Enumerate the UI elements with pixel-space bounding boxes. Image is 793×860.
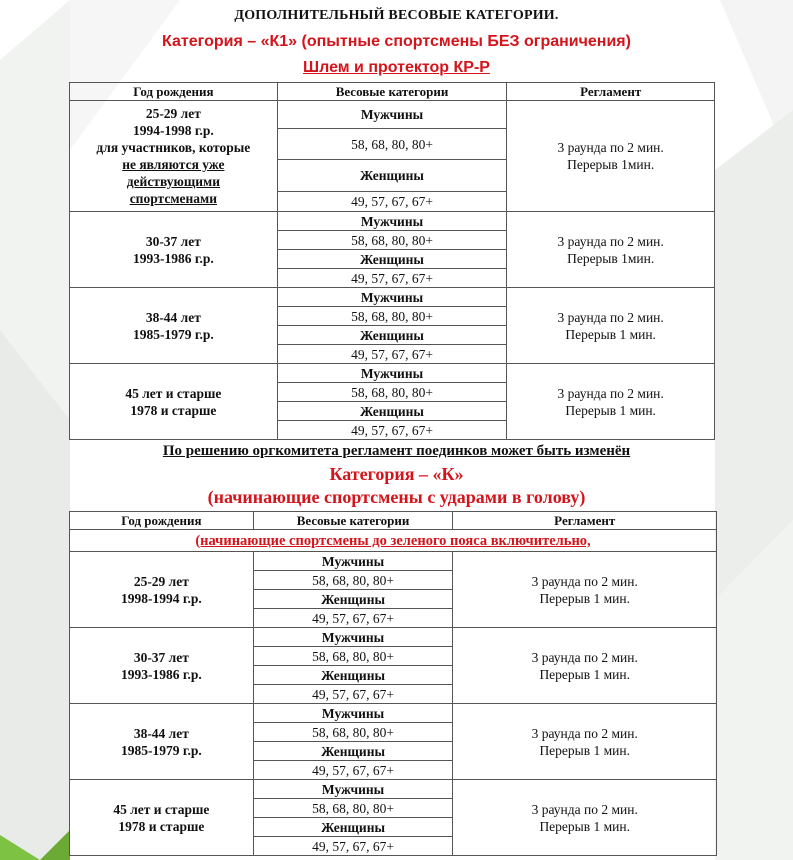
women-weights: 49, 57, 67, 67+ (277, 345, 507, 364)
birth-years: 1994-1998 г.р. (132, 123, 214, 138)
beginner-note: (начинающие спортсмены до зеленого пояса включительно, (195, 532, 591, 549)
men-label: Мужчины (253, 780, 453, 799)
column-header-birth-year: Год рождения (70, 83, 278, 101)
k-category-heading: Категория – «К» (329, 464, 464, 484)
k1-table (69, 82, 715, 440)
column-header-rules: Регламент (507, 83, 715, 101)
break-text: Перерыв 1мин. (567, 157, 655, 172)
break-text: Перерыв 1 мин. (539, 666, 630, 682)
rules-cell (453, 704, 717, 780)
women-weights: 49, 57, 67, 67+ (253, 761, 453, 780)
women-label: Женщины (277, 326, 507, 345)
participants-note: для участников, которые (96, 140, 251, 155)
rules-cell (453, 780, 717, 856)
k1-equipment-heading: Шлем и протектор КР-Р (303, 59, 490, 76)
men-label: Мужчины (253, 552, 453, 571)
rounds-text: 3 раунда по 2 мин. (531, 649, 638, 665)
men-weights: 58, 68, 80, 80+ (253, 571, 453, 590)
women-label: Женщины (253, 590, 453, 609)
k-category-subheading: (начинающие спортсмены с ударами в голову) (207, 487, 586, 507)
break-text: Перерыв 1 мин. (539, 818, 630, 834)
rules-cell (507, 212, 715, 288)
organizers-note: По решению оргкомитета регламент поединков может быть изменён (162, 443, 631, 459)
men-weights: 58, 68, 80, 80+ (253, 723, 453, 742)
table-row-age-cell (70, 212, 278, 288)
men-label: Мужчины (253, 628, 453, 647)
column-header-weight-categories: Весовые категории (253, 512, 453, 530)
break-text: Перерыв 1 мин. (539, 742, 630, 758)
age-range: 45 лет и старше (113, 801, 210, 817)
birth-years: 1978 и старше (118, 818, 205, 834)
age-range: 25-29 лет (145, 106, 201, 121)
men-weights: 58, 68, 80, 80+ (277, 129, 507, 160)
men-weights: 58, 68, 80, 80+ (253, 647, 453, 666)
break-text: Перерыв 1 мин. (565, 402, 656, 418)
men-weights: 58, 68, 80, 80+ (253, 799, 453, 818)
birth-years: 1985-1979 г.р. (132, 326, 214, 342)
age-range: 30-37 лет (145, 233, 201, 249)
birth-years: 1993-1986 г.р. (132, 250, 214, 266)
table-row-age-cell (70, 288, 278, 364)
rounds-text: 3 раунда по 2 мин. (531, 573, 638, 589)
women-weights: 49, 57, 67, 67+ (253, 609, 453, 628)
beginner-note-row (70, 530, 717, 552)
women-weights: 49, 57, 67, 67+ (277, 421, 507, 440)
women-label: Женщины (253, 742, 453, 761)
birth-years: 1993-1986 г.р. (120, 666, 202, 682)
women-label: Женщины (277, 250, 507, 269)
men-label: Мужчины (253, 704, 453, 723)
rules-cell (507, 101, 715, 212)
men-label: Мужчины (277, 288, 507, 307)
table-row-age-cell (70, 780, 254, 856)
women-weights: 49, 57, 67, 67+ (277, 269, 507, 288)
women-weights: 49, 57, 67, 67+ (253, 837, 453, 856)
birth-years: 1978 и старше (130, 402, 217, 418)
rules-cell (507, 288, 715, 364)
men-label: Мужчины (277, 101, 507, 129)
women-label: Женщины (277, 160, 507, 192)
rules-cell (453, 628, 717, 704)
rounds-text: 3 раунда по 2 мин. (531, 801, 638, 817)
break-text: Перерыв 1 мин. (565, 326, 656, 342)
table-row-age-cell (70, 552, 254, 628)
table-row-age-cell (70, 101, 278, 212)
birth-years: 1985-1979 г.р. (120, 742, 202, 758)
column-header-weight-categories: Весовые категории (277, 83, 507, 101)
k1-category-heading: Категория – «К1» (опытные спортсмены БЕЗ ограничения) (162, 33, 631, 50)
women-label: Женщины (253, 666, 453, 685)
men-label: Мужчины (277, 212, 507, 231)
men-label: Мужчины (277, 364, 507, 383)
men-weights: 58, 68, 80, 80+ (277, 231, 507, 250)
k-table (69, 511, 717, 856)
women-weights: 49, 57, 67, 67+ (253, 685, 453, 704)
participants-note-underlined: действующими (126, 174, 220, 189)
rules-cell (507, 364, 715, 440)
break-text: Перерыв 1мин. (567, 250, 655, 266)
table-row-age-cell (70, 628, 254, 704)
women-label: Женщины (253, 818, 453, 837)
rules-cell (453, 552, 717, 628)
rounds-text: 3 раунда по 2 мин. (557, 140, 664, 155)
page-title: ДОПОЛНИТЕЛЬНЫЙ ВЕСОВЫЕ КАТЕГОРИИ. (234, 8, 559, 23)
age-range: 38-44 лет (145, 309, 201, 325)
age-range: 25-29 лет (133, 573, 189, 589)
age-range: 30-37 лет (133, 649, 189, 665)
age-range: 45 лет и старше (125, 385, 222, 401)
table-row-age-cell (70, 704, 254, 780)
rounds-text: 3 раунда по 2 мин. (557, 309, 664, 325)
rounds-text: 3 раунда по 2 мин. (531, 725, 638, 741)
age-range: 38-44 лет (133, 725, 189, 741)
column-header-birth-year: Год рождения (70, 512, 254, 530)
column-header-rules: Регламент (453, 512, 717, 530)
rounds-text: 3 раунда по 2 мин. (557, 385, 664, 401)
table-row-age-cell (70, 364, 278, 440)
women-weights: 49, 57, 67, 67+ (277, 192, 507, 212)
men-weights: 58, 68, 80, 80+ (277, 307, 507, 326)
participants-note-underlined: не являются уже (122, 157, 225, 172)
participants-note-underlined: спортсменами (129, 191, 218, 206)
men-weights: 58, 68, 80, 80+ (277, 383, 507, 402)
rounds-text: 3 раунда по 2 мин. (557, 233, 664, 249)
birth-years: 1998-1994 г.р. (120, 590, 202, 606)
women-label: Женщины (277, 402, 507, 421)
break-text: Перерыв 1 мин. (539, 590, 630, 606)
